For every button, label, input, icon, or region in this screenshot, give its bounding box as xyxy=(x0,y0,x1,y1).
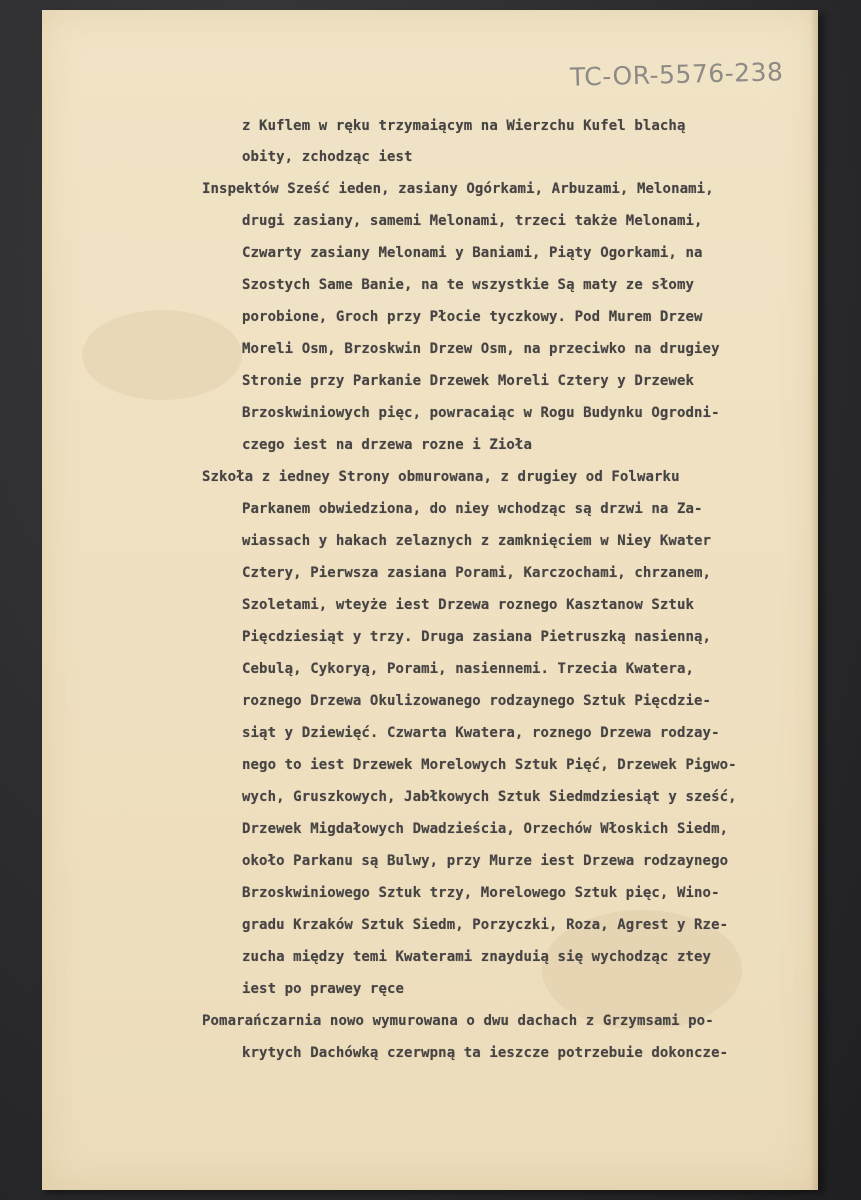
text-line: gradu Krzaków Sztuk Siedm, Porzyczki, Roza, Agrest y Rze- xyxy=(242,917,729,933)
text-line: siąt y Dziewięć. Czwarta Kwatera, roznego Drzewa rodzay- xyxy=(242,725,720,741)
text-line: Brzoskwiniowych pięc, powracaiąc w Rogu Budynku Ogrodni- xyxy=(242,405,720,421)
text-line: Parkanem obwiedziona, do niey wchodząc są drzwi na Za- xyxy=(242,501,703,517)
text-line: roznego Drzewa Okulizowanego rodzaynego Sztuk Pięcdzie- xyxy=(242,693,712,709)
archive-reference-mark: TC-OR-5576-238 xyxy=(569,57,784,92)
text-line: Cztery, Pierwsza zasiana Porami, Karczochami, chrzanem, xyxy=(242,565,712,581)
typed-text-block xyxy=(42,10,818,1190)
text-line: Szoletami, wteyże iest Drzewa roznego Kasztanow Sztuk xyxy=(242,597,695,613)
text-line: Drzewek Migdałowych Dwadzieścia, Orzechów Włoskich Siedm, xyxy=(242,821,729,837)
text-line: około Parkanu są Bulwy, przy Murze iest Drzewa rodzaynego xyxy=(242,853,729,869)
text-line: Stronie przy Parkanie Drzewek Moreli Cztery y Drzewek xyxy=(242,373,695,389)
text-line: czego iest na drzewa rozne i Zioła xyxy=(242,437,532,453)
text-line: obity, zchodząc iest xyxy=(242,149,413,165)
text-line: nego to iest Drzewek Morelowych Sztuk Pięć, Drzewek Pigwo- xyxy=(242,757,737,773)
text-line: wiassach y hakach zelaznych z zamknięciem w Niey Kwater xyxy=(242,533,712,549)
text-line: Brzoskwiniowego Sztuk trzy, Morelowego Sztuk pięc, Wino- xyxy=(242,885,720,901)
text-line: Szostych Same Banie, na te wszystkie Są maty ze słomy xyxy=(242,277,695,293)
text-line: Pięcdziesiąt y trzy. Druga zasiana Pietruszką nasienną, xyxy=(242,629,712,645)
text-line: iest po prawey ręce xyxy=(242,981,405,997)
text-line: Inspektów Sześć ieden, zasiany Ogórkami, Arbuzami, Melonami, xyxy=(202,181,714,197)
text-line: z Kuflem w ręku trzymaiącym na Wierzchu Kufel blachą xyxy=(242,118,686,134)
text-line: wych, Gruszkowych, Jabłkowych Sztuk Siedmdziesiąt y sześć, xyxy=(242,789,737,805)
text-line: Moreli Osm, Brzoskwin Drzew Osm, na przeciwko na drugiey xyxy=(242,341,720,357)
text-line: drugi zasiany, samemi Melonami, trzeci także Melonami, xyxy=(242,213,703,229)
text-line: Szkoła z iedney Strony obmurowana, z drugiey od Folwarku xyxy=(202,469,680,485)
text-line: porobione, Groch przy Płocie tyczkowy. Pod Murem Drzew xyxy=(242,309,703,325)
text-line: Pomarańczarnia nowo wymurowana o dwu dachach z Grzymsami po- xyxy=(202,1013,714,1029)
document-page xyxy=(42,10,818,1190)
text-line: zucha między temi Kwaterami znayduią się wychodząc ztey xyxy=(242,949,712,965)
text-line: krytych Dachówką czerwpną ta ieszcze potrzebuie dokoncze- xyxy=(242,1045,729,1061)
text-line: Cebulą, Cykoryą, Porami, nasiennemi. Trzecia Kwatera, xyxy=(242,661,695,677)
text-line: Czwarty zasiany Melonami y Baniami, Piąty Ogorkami, na xyxy=(242,245,703,261)
